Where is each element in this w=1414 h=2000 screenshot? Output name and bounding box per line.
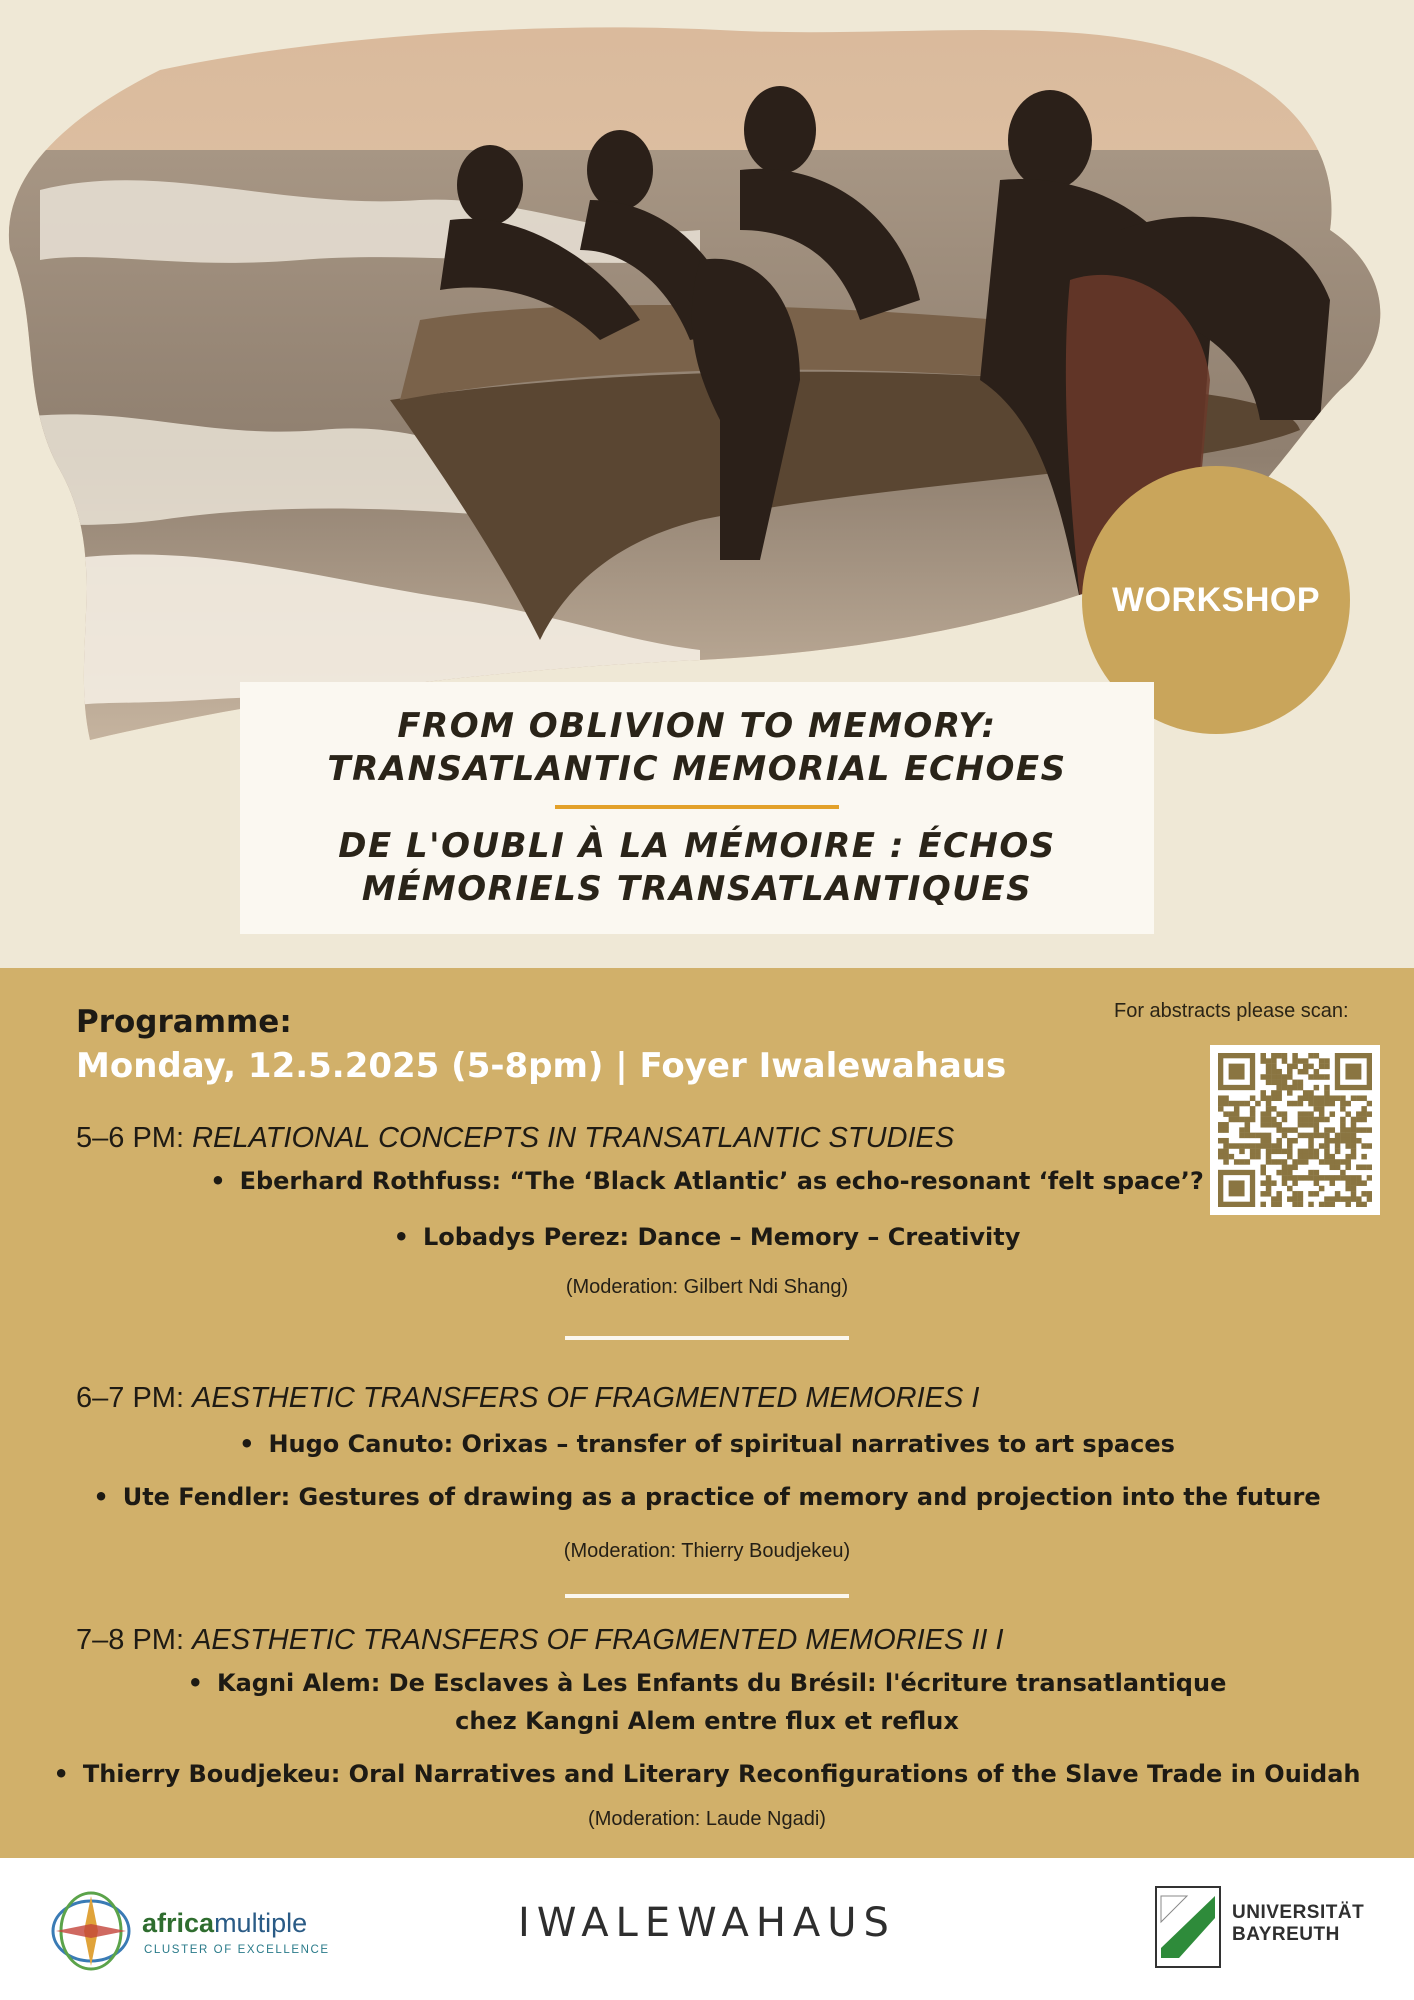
session-2-talk-1: [0, 1425, 1414, 1463]
title-en-line-2: TRANSATLANTIC MEMORIAL ECHOES: [327, 749, 1067, 789]
title-fr-line-2: MÉMORIELS TRANSATLANTIQUES: [361, 869, 1033, 909]
session-3-talk-1-text-2: chez Kangni Alem entre flux et reflux: [455, 1707, 959, 1735]
bullet-3-2: •: [53, 1760, 69, 1788]
session-divider-2: [565, 1594, 849, 1598]
bullet-2-1: •: [239, 1430, 255, 1458]
ubt-logo[interactable]: [1232, 1902, 1364, 1946]
programme-label: Programme:: [76, 1004, 292, 1040]
session-3-moderation: (Moderation: Laude Ngadi): [588, 1808, 826, 1830]
title-box: [240, 682, 1154, 934]
ubt-emblem-icon: [1155, 1886, 1221, 1968]
session-1-title: RELATIONAL CONCEPTS IN TRANSATLANTIC STUDIES: [192, 1122, 955, 1154]
africamultiple-word-2: multiple: [214, 1908, 308, 1938]
africamultiple-subtitle: CLUSTER OF EXCELLENCE: [144, 1944, 330, 1956]
session-3-title: AESTHETIC TRANSFERS OF FRAGMENTED MEMORIES II I: [192, 1624, 1004, 1656]
title-fr-line-1: DE L'OUBLI À LA MÉMOIRE : ÉCHOS: [338, 826, 1056, 866]
session-2-title: AESTHETIC TRANSFERS OF FRAGMENTED MEMORIES I: [192, 1382, 980, 1414]
bullet-2-2: •: [93, 1483, 109, 1511]
session-3-time: 7–8 PM:: [76, 1624, 184, 1656]
session-2-talk-2: [0, 1478, 1414, 1516]
session-1-talk-2: [0, 1218, 1414, 1256]
title-en-line-1: FROM OBLIVION TO MEMORY:: [397, 706, 997, 746]
session-divider-1: [565, 1336, 849, 1340]
session-2-heading: [76, 1382, 979, 1415]
programme-section: [0, 968, 1414, 1858]
session-2-talk-2-text: Ute Fendler: Gestures of drawing as a practice of memory and projection into the future: [122, 1483, 1321, 1511]
programme-date: Monday, 12.5.2025 (5-8pm) | Foyer Iwalewahaus: [76, 1046, 1007, 1086]
footer-logos: [0, 1858, 1414, 2000]
session-1-time: 5–6 PM:: [76, 1122, 184, 1154]
session-3-talk-2-text: Thierry Boudjekeu: Oral Narratives and Literary Reconfigurations of the Slave Trade in Ouidah: [82, 1760, 1361, 1788]
bullet-1-1: •: [210, 1167, 226, 1195]
session-3-talk-2: [0, 1755, 1414, 1793]
hero-section: [0, 0, 1414, 968]
ubt-line-2: BAYREUTH: [1232, 1924, 1340, 1945]
session-1-talk-2-text: Lobadys Perez: Dance – Memory – Creativity: [422, 1223, 1021, 1251]
session-1-talk-1-text: Eberhard Rothfuss: “The ‘Black Atlantic’ as echo-resonant ‘felt space’?: [239, 1167, 1204, 1195]
africamultiple-word-1: africa: [142, 1908, 215, 1938]
session-3-talk-1: [0, 1664, 1414, 1702]
session-1-talk-1: [0, 1162, 1414, 1200]
session-2-moderation: (Moderation: Thierry Boudjekeu): [563, 1540, 851, 1562]
session-1-moderation: (Moderation: Gilbert Ndi Shang): [565, 1276, 849, 1298]
session-2-time: 6–7 PM:: [76, 1382, 184, 1414]
session-3-heading: [76, 1624, 1004, 1657]
session-3-talk-1-text: Kagni Alem: De Esclaves à Les Enfants du Brésil: l'écriture transatlantique: [216, 1669, 1227, 1697]
title-divider: [555, 805, 839, 809]
bullet-3-1: •: [187, 1669, 203, 1697]
iwalewahaus-logo[interactable]: IWALEWAHAUS: [518, 1900, 896, 1946]
session-1-heading: [76, 1122, 954, 1155]
bullet-1-2: •: [393, 1223, 409, 1251]
workshop-badge-label: WORKSHOP: [1112, 580, 1320, 619]
session-3-talk-1-cont: [0, 1702, 1414, 1740]
ubt-line-1: UNIVERSITÄT: [1232, 1902, 1365, 1923]
qr-caption: For abstracts please scan:: [1114, 1000, 1349, 1022]
session-2-talk-1-text: Hugo Canuto: Orixas – transfer of spiritual narratives to art spaces: [268, 1430, 1175, 1458]
